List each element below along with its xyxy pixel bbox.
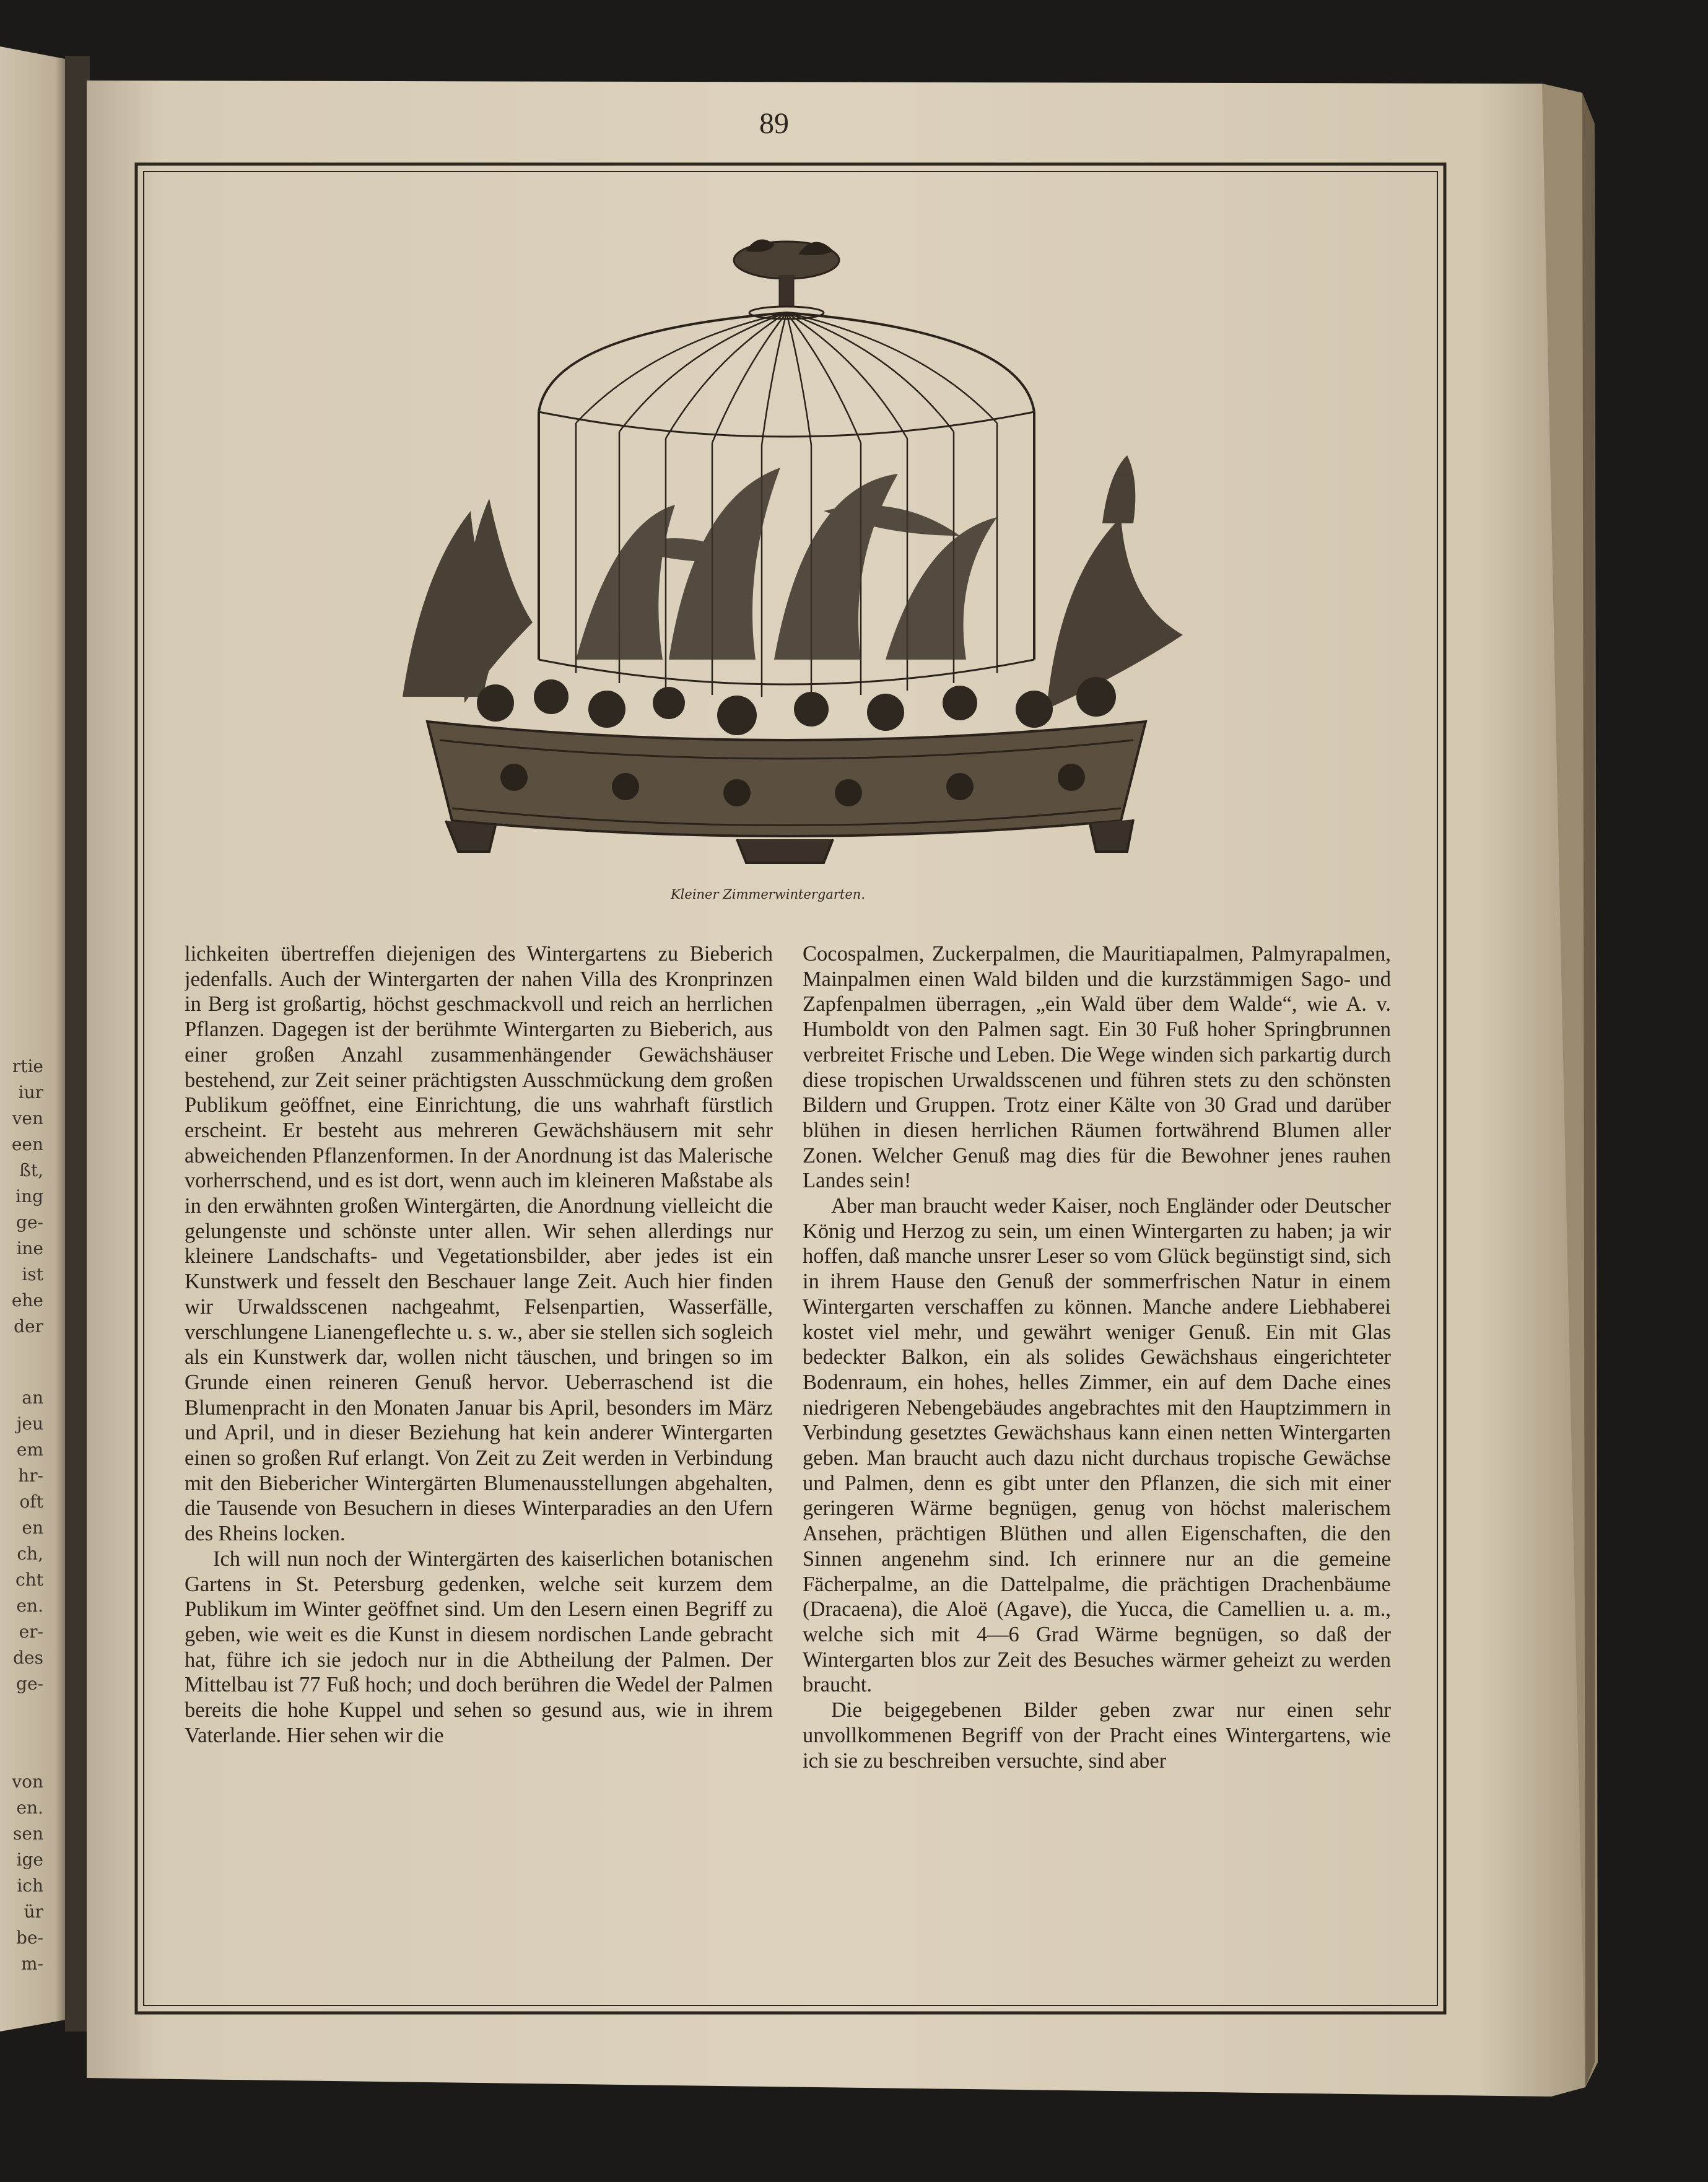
fragment: ür	[24, 1901, 43, 1922]
paragraph: Die beigegebenen Bilder geben zwar nur einen sehr unvollkommenen Begriff von der Pracht eines Wintergartens, wie ich sie zu beschreiben versuchte, sind aber	[803, 1698, 1391, 1773]
fragment: von	[12, 1771, 43, 1792]
fragment: iur	[18, 1082, 43, 1102]
fragment: der	[14, 1316, 43, 1337]
fragment: ing	[15, 1186, 43, 1207]
wintergarden-illustration	[390, 226, 1195, 864]
fragment: sen	[13, 1823, 43, 1844]
fragment: rtie	[12, 1056, 43, 1076]
fragment: ven	[12, 1108, 43, 1128]
fragment: des	[13, 1647, 43, 1668]
fragment: er-	[19, 1621, 43, 1642]
fragment: ine	[16, 1238, 43, 1259]
fragment: ch,	[17, 1543, 43, 1564]
flower-row	[477, 677, 1116, 735]
fragment: an	[22, 1387, 43, 1408]
fragment: hr-	[18, 1465, 43, 1486]
fragment: en	[22, 1517, 43, 1538]
fragment: m-	[20, 1953, 43, 1974]
foliage	[576, 468, 997, 660]
text-column-right	[803, 941, 1391, 1945]
fragment: ist	[22, 1264, 43, 1285]
fragment: cht	[15, 1569, 43, 1590]
fragment: jeu	[16, 1413, 43, 1434]
fragment: en.	[16, 1595, 43, 1616]
paragraph: Cocospalmen, Zuckerpalmen, die Mauritiapalmen, Palmyrapalmen, Mainpalmen einen Wald bilden und die kurzstämmigen Sago- und Zapfenpalmen überragen, „ein Wald über dem Walde“, wie A. v. Humboldt von den Palmen sagt. Ein 30 Fuß hoher Springbrunnen verbreitet Frische und Leben. Die Wege winden sich parkartig durch diese tropischen Urwaldsscenen und führen stets zu den schönsten Bildern und Gruppen. Trotz einer Kälte von 30 Grad und darüber blühen in diesen herrlichen Räumen fortwährend Blumen aller Zonen. Welcher Genuß mag dies für die Bewohner jenes rauhen Landes sein!	[803, 942, 1391, 1193]
illustration-caption: Kleiner Zimmerwintergarten.	[670, 887, 865, 902]
fragment: en.	[16, 1797, 43, 1818]
page-number: 89	[759, 107, 789, 140]
fragment: em	[16, 1439, 43, 1460]
text-column-left	[185, 941, 773, 1945]
fragment: ßt,	[19, 1160, 43, 1180]
side-plants	[403, 455, 1183, 709]
fragment: be-	[16, 1927, 43, 1948]
fragment: ge-	[16, 1674, 43, 1694]
paragraph: Aber man braucht weder Kaiser, noch Engländer oder Deutscher König und Herzog zu sein, um einen Wintergarten zu haben; ja wir hoffen, daß manche unsrer Leser so vom Glück begünstigt sind, sich in ihrem Hause den Genuß der sommerfrischen Natur in einem Wintergarten verschaffen zu können. Manche andere Liebhaberei kostet viel mehr, und gewährt weniger Genuß. Ein mit Glas bedeckter Balkon, ein als solides Gewächshaus eingerichteter Bodenraum, ein hohes, helles Zimmer, ein auf dem Dache eines niedrigeren Nebengebäudes angebrachtes mit den Hauptzimmern in Verbindung gesetztes Gewächshaus kann einen netten Wintergarten geben. Man braucht auch dazu nicht durchaus tropische Gewächse und Palmen, denn es gibt unter den Pflanzen, die sich mit einer geringeren Wärme begnügen, genug von höchst malerischem Ansehen, prächtigen Blüthen und allen Eigenschaften, die den Sinnen angenehm sind. Ich erinnere nur an die gemeine Fächerpalme, an die Dattelpalme, die prächtigen Drachenbäume (Dracaena), die Aloë (Agave), die Yucca, die Camellien u. a. m., welche sich mit 4—6 Grad Wärme begnügen, so daß der Wintergarten blos zur Zeit des Besuches wärmer geheizt zu werden braucht.	[803, 1194, 1391, 1697]
paragraph: Ich will nun noch der Wintergärten des kaiserlichen botanischen Gartens in St. Petersburg gedenken, welche seit kurzem dem Publikum im Winter geöffnet sind. Um den Lesern einen Begriff zu geben, wie weit es die Kunst in diesem nordischen Lande gebracht hat, führe ich sie jedoch nur in die Abtheilung der Palmen. Der Mittelbau ist 77 Fuß hoch; und doch berühren die Wedel der Palmen bereits die hohe Kuppel und sehen so gesund aus, wie in ihrem Vaterlande. Hier sehen wir die	[185, 1547, 773, 1747]
fragment: een	[11, 1134, 43, 1154]
bird-finial	[734, 240, 839, 307]
fragment: oft	[19, 1491, 43, 1512]
fragment: ige	[16, 1849, 43, 1870]
ornate-planter	[427, 722, 1146, 863]
fragment: ehe	[11, 1290, 43, 1311]
paragraph: lichkeiten übertreffen diejenigen des Wintergartens zu Bieberich jedenfalls. Auch der Wintergarten der nahen Villa des Kronprinzen in Berg ist großartig, höchst geschmackvoll und reich an herrlichen Pflanzen. Dagegen ist der berühmte Wintergarten zu Bieberich, aus einer großen Anzahl zusammenhängender Gewächshäuser bestehend, zur Zeit seiner prächtigsten Ausschmückung dem großen Publikum geöffnet, eine Einrichtung, die uns wahrhaft fürstlich erscheint. Er besteht aus mehreren Gewächshäusern mit sehr abweichenden Pflanzenformen. In der Anordnung ist das Malerische vorherrschend, und es ist dort, wenn auch im kleineren Maßstabe als in den erwähnten großen Wintergärten, die Anordnung vielleicht die gelungenste und schönste unter allen. Wir sehen allerdings nur kleinere Landschafts- und Vegetationsbilder, aber jedes ist ein Kunstwerk und fesselt den Beschauer lange Zeit. Auch hier finden wir Urwaldsscenen nachgeahmt, Felsenpartien, Wasserfälle, verschlungene Lianengeflechte u. s. w., aber sie stellen sich sogleich als ein Kunstwerk dar, wollen nicht täuschen, und bringen so im Grunde einen reineren Genuß hervor. Ueberraschend ist die Blumenpracht in den Monaten Januar bis April, besonders im März und April, und in dieser Beziehung hat kein anderer Wintergarten einen so großen Ruf erlangt. Von Zeit zu Zeit werden in Verbindung mit den Biebericher Wintergärten Blumenausstellungen abgehalten, die Tausende von Besuchern in dieses Winterparadies an den Ufern des Rheins locken.	[185, 942, 773, 1546]
fragment: ge-	[16, 1212, 43, 1233]
fragment: ich	[17, 1875, 43, 1896]
facing-page-strip	[0, 50, 67, 2019]
